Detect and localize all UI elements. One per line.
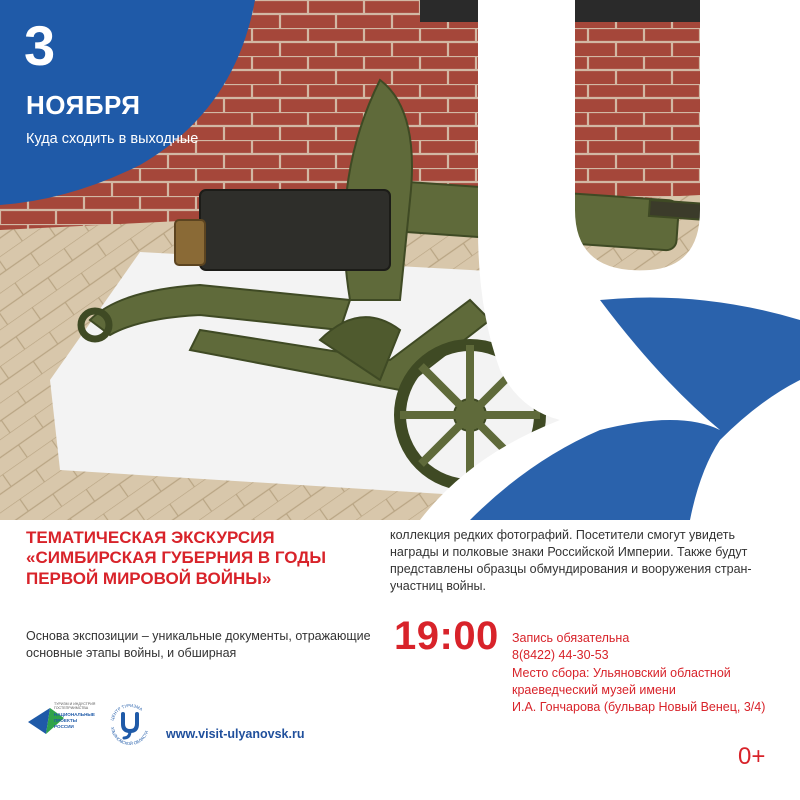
np-logo-line-5: РОССИИ	[54, 724, 74, 729]
tourism-center-logo	[106, 700, 154, 748]
registration-note: Запись обязательна	[512, 631, 630, 645]
center-logo-bottom-text: УЛЬЯНОВСКОЙ ОБЛАСТИ	[109, 726, 150, 747]
meeting-place-line-2: краеведческий музей имени	[512, 682, 676, 697]
date-subtitle: Куда сходить в выходные	[26, 131, 199, 147]
event-title: ТЕМАТИЧЕСКАЯ ЭКСКУРСИЯ «СИМБИРСКАЯ ГУБЕРНИЯ В ГОДЫ ПЕРВОЙ МИРОВОЙ ВОЙНЫ»	[26, 528, 327, 588]
np-logo-line-4: ПРОЕКТЫ	[54, 718, 78, 723]
center-logo-u-icon	[123, 714, 137, 731]
national-projects-logo	[26, 700, 96, 740]
event-time: 19:00	[394, 614, 499, 658]
website-link[interactable]: www.visit-ulyanovsk.ru	[166, 727, 305, 741]
meeting-place-line-3: И.А. Гончарова (бульвар Новый Венец, 3/4)	[512, 700, 766, 714]
np-logo-line-2: ГОСТЕПРИИМСТВА	[54, 706, 89, 710]
np-logo-line-3: НАЦИОНАЛЬНЫЕ	[54, 712, 95, 717]
meeting-place-line-1: Место сбора: Ульяновский областной	[512, 665, 731, 680]
event-description: коллекция редких фотографий. Посетители смогут увидеть награды и полковые знаки Российской Империи. Также будут представлены образцы обмундирования и вооружения стран-участниц войны.	[390, 528, 752, 593]
date-month: НОЯБРЯ	[26, 90, 141, 120]
date-block	[0, 0, 230, 190]
phone-number[interactable]: 8(8422) 44-30-53	[512, 648, 609, 663]
event-details	[512, 630, 792, 716]
age-rating: 0+	[738, 743, 766, 770]
date-day: 3	[24, 14, 56, 77]
event-intro: Основа экспозиции – уникальные документы, отражающие основные этапы войны, и обширная	[26, 629, 371, 660]
np-logo-line-1: ТУРИЗМ И ИНДУСТРИЯ	[54, 702, 96, 706]
center-logo-top-text: ЦЕНТР ТУРИЗМА	[109, 702, 144, 722]
